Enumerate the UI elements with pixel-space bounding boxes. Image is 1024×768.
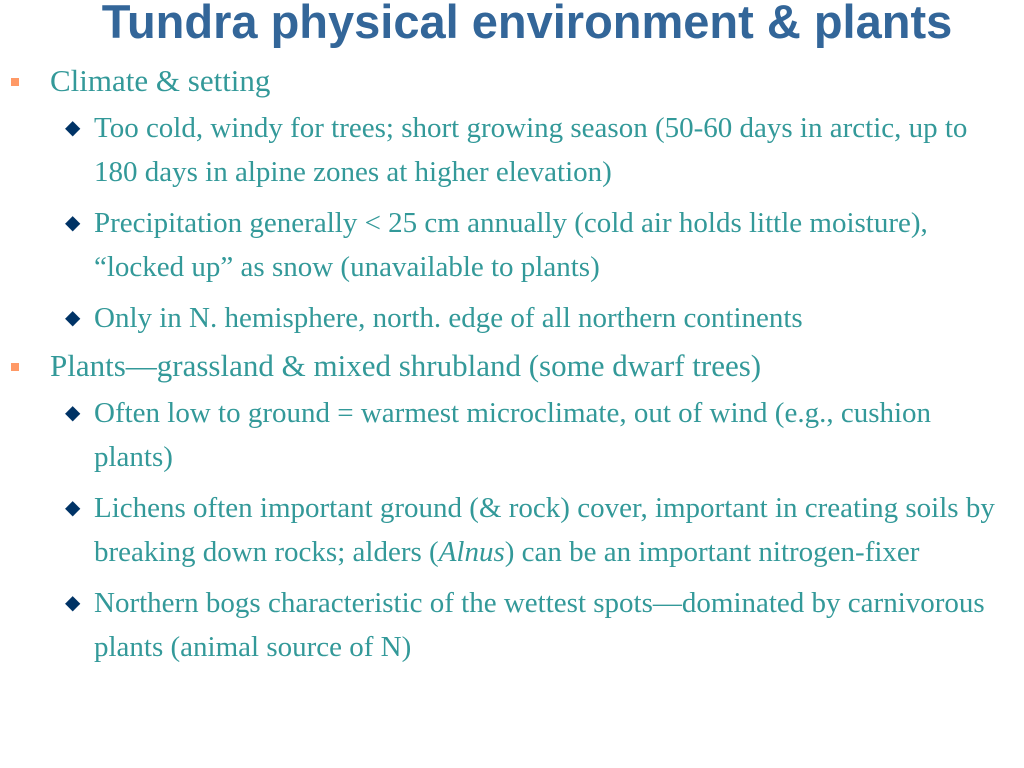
section-heading: Plants—grassland & mixed shrubland (some dwarf trees) xyxy=(50,348,762,383)
bullet-level2 xyxy=(0,391,1024,479)
bullet-level2 xyxy=(0,486,1024,574)
bullet-text: Too cold, windy for trees; short growing season (50-60 days in arctic, up to 180 days in alpine zones at higher elevation) xyxy=(94,112,968,188)
diamond-bullet-icon: ◆ xyxy=(65,307,81,329)
bullet-level1-climate xyxy=(0,62,1024,100)
slide-title: Tundra physical environment & plants xyxy=(101,0,953,48)
bullet-level1-plants xyxy=(0,347,1024,385)
square-bullet-icon xyxy=(11,78,19,86)
bullet-text: Often low to ground = warmest microclimate, out of wind (e.g., cushion plants) xyxy=(94,397,932,473)
bullet-text: Precipitation generally < 25 cm annually (cold air holds little moisture), “locked up” as snow (unavailable to plants) xyxy=(94,207,928,283)
bullet-text: Only in N. hemisphere, north. edge of all northern continents xyxy=(94,302,803,334)
diamond-bullet-icon: ◆ xyxy=(65,117,81,139)
slide-content xyxy=(0,62,1024,676)
bullet-level2 xyxy=(0,106,1024,194)
section-heading: Climate & setting xyxy=(50,63,271,98)
diamond-bullet-icon: ◆ xyxy=(65,497,81,519)
bullet-level2 xyxy=(0,201,1024,289)
bullet-text-before: Lichens often important ground (& rock) cover, important in creating soils by breaking down rocks; alders ( xyxy=(94,492,995,568)
bullet-text-italic: Alnus xyxy=(438,536,505,568)
diamond-bullet-icon: ◆ xyxy=(65,212,81,234)
diamond-bullet-icon: ◆ xyxy=(65,592,81,614)
bullet-text-after: ) can be an important nitrogen-fixer xyxy=(504,536,920,568)
square-bullet-icon xyxy=(11,363,19,371)
bullet-text: Northern bogs characteristic of the wettest spots—dominated by carnivorous plants (animal source of N) xyxy=(94,587,985,663)
diamond-bullet-icon: ◆ xyxy=(65,402,81,424)
bullet-level2 xyxy=(0,296,1024,340)
bullet-level2 xyxy=(0,581,1024,669)
